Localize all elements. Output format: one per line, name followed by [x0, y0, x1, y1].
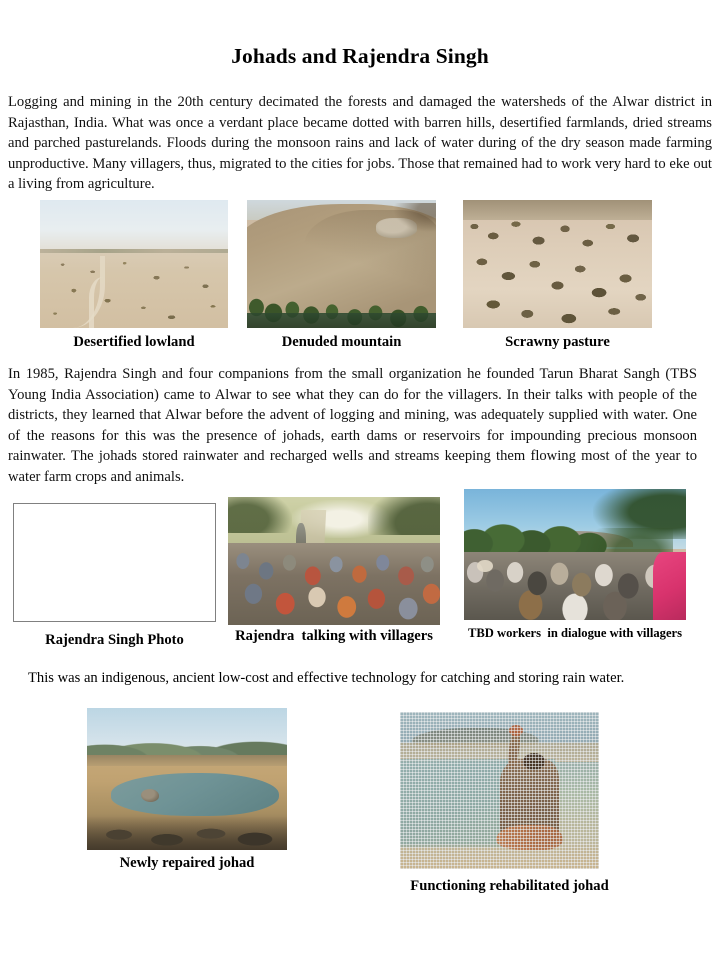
denuded-mountain-image	[247, 200, 436, 328]
caption-desertified-lowland: Desertified lowland	[73, 334, 195, 350]
figure-newly-repaired-johad	[87, 708, 287, 871]
caption-denuded-mountain: Denuded mountain	[281, 334, 402, 350]
figure-rajendra-talking	[228, 497, 440, 644]
caption-tbd-workers: TBD workers in dialogue with villagers	[467, 626, 683, 640]
figure-functioning-johad	[400, 712, 609, 894]
caption-rajendra-talking: Rajendra talking with villagers	[235, 628, 433, 644]
page-title: Johads and Rajendra Singh	[231, 44, 489, 68]
figure-scrawny-pasture	[463, 200, 652, 350]
caption-rajendra-singh-photo: Rajendra Singh Photo	[45, 632, 184, 648]
figure-desertified-lowland	[40, 200, 228, 350]
paragraph-intro: Logging and mining in the 20th century decimated the forests and damaged the watersheds of the Alwar district in Rajasthan, India. What was once a verdant place became dotted with barren hills, desertified farmlands, dried streams and parched pasturelands. Floods during the monsoon rains and lack of water during of the dry season made farming unproductive. Many villagers, thus, migrated to the cities for jobs. Those that remained had to work very hard to eke out a living from agriculture.	[8, 94, 712, 193]
rajendra-talking-image	[228, 497, 440, 625]
caption-newly-repaired-johad: Newly repaired johad	[119, 855, 255, 871]
tbd-workers-image	[464, 489, 686, 620]
functioning-johad-image	[400, 712, 599, 869]
desertified-lowland-image	[40, 200, 228, 328]
figure-denuded-mountain	[247, 200, 436, 350]
newly-repaired-johad-image	[87, 708, 287, 850]
paragraph-technology: This was an indigenous, ancient low-cost and effective technology for catching and storing rain water.	[28, 670, 625, 686]
paragraph-history: In 1985, Rajendra Singh and four companions from the small organization he founded Tarun Bharat Sangh (TBS Young India Association) came to Alwar to see what they can do for the villagers. In their talks with people of the districts, they learned that Alwar before the advent of logging and mining, was adequately supplied with water. One of the reasons for this was the presence of johads, earth dams or reservoirs for impounding precious monsoon rainwater. The johads stored rainwater and recharged wells and streams keeping them flowing most of the year to water farm crops and animals.	[8, 366, 697, 485]
caption-functioning-johad: Functioning rehabilitated johad	[410, 878, 609, 894]
rajendra-singh-photo-placeholder	[13, 503, 216, 622]
caption-scrawny-pasture: Scrawny pasture	[505, 334, 610, 350]
scrawny-pasture-image	[463, 200, 652, 328]
figure-tbd-workers	[464, 489, 686, 640]
